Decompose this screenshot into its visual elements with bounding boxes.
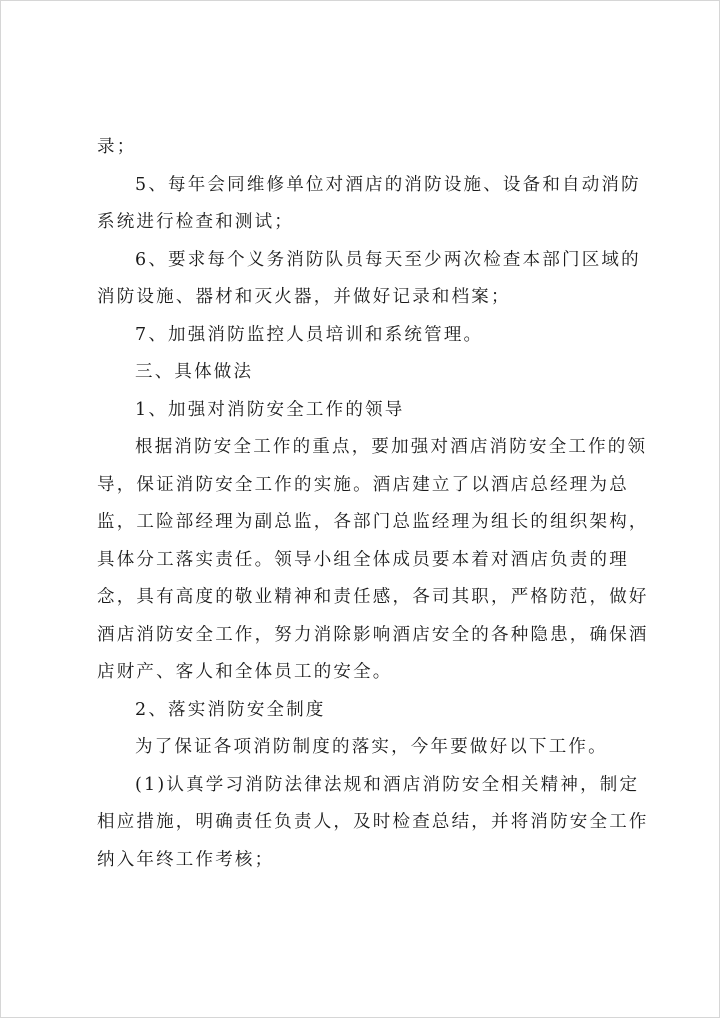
text-line: 系统进行检查和测试；	[97, 212, 294, 232]
subsection-heading: 1、加强对消防安全工作的领导	[135, 399, 405, 420]
text-line: 5、每年会同维修单位对酒店的消防设施、设备和自动消防	[135, 174, 641, 195]
subsection-heading: 2、落实消防安全制度	[135, 699, 326, 720]
document-body	[97, 129, 657, 879]
text-line: 根据消防安全工作的重点，要加强对酒店消防安全工作的领	[135, 437, 648, 457]
text-line: 录；	[97, 137, 137, 157]
text-line: 为了保证各项消防制度的落实，今年要做好以下工作。	[135, 737, 608, 757]
text-line: 念，具有高度的敬业精神和责任感，各司其职，严格防范，做好	[97, 587, 649, 607]
text-line: 相应措施，明确责任负责人，及时检查总结，并将消防安全工作	[97, 812, 649, 832]
section-heading: 三、具体做法	[135, 362, 254, 382]
text-line: 7、加强消防监控人员培训和系统管理。	[135, 324, 484, 345]
text-line: 监，工险部经理为副总监，各部门总监经理为组长的组织架构，	[97, 512, 649, 532]
text-line: 导，保证消防安全工作的实施。酒店建立了以酒店总经理为总	[97, 474, 629, 495]
text-line: 店财产、客人和全体员工的安全。	[97, 662, 393, 682]
text-line: (1)认真学习消防法律法规和酒店消防安全相关精神，制定	[135, 774, 640, 795]
text-line: 具体分工落实责任。领导小组全体成员要本着对酒店负责的理	[97, 549, 629, 570]
text-line: 6、要求每个义务消防队员每天至少两次检查本部门区域的	[135, 249, 641, 270]
text-line: 消防设施、器材和灭火器，并做好记录和档案；	[97, 287, 511, 307]
text-line: 酒店消防安全工作，努力消除影响酒店安全的各种隐患，确保酒	[97, 624, 649, 645]
text-line: 纳入年终工作考核；	[97, 849, 275, 870]
